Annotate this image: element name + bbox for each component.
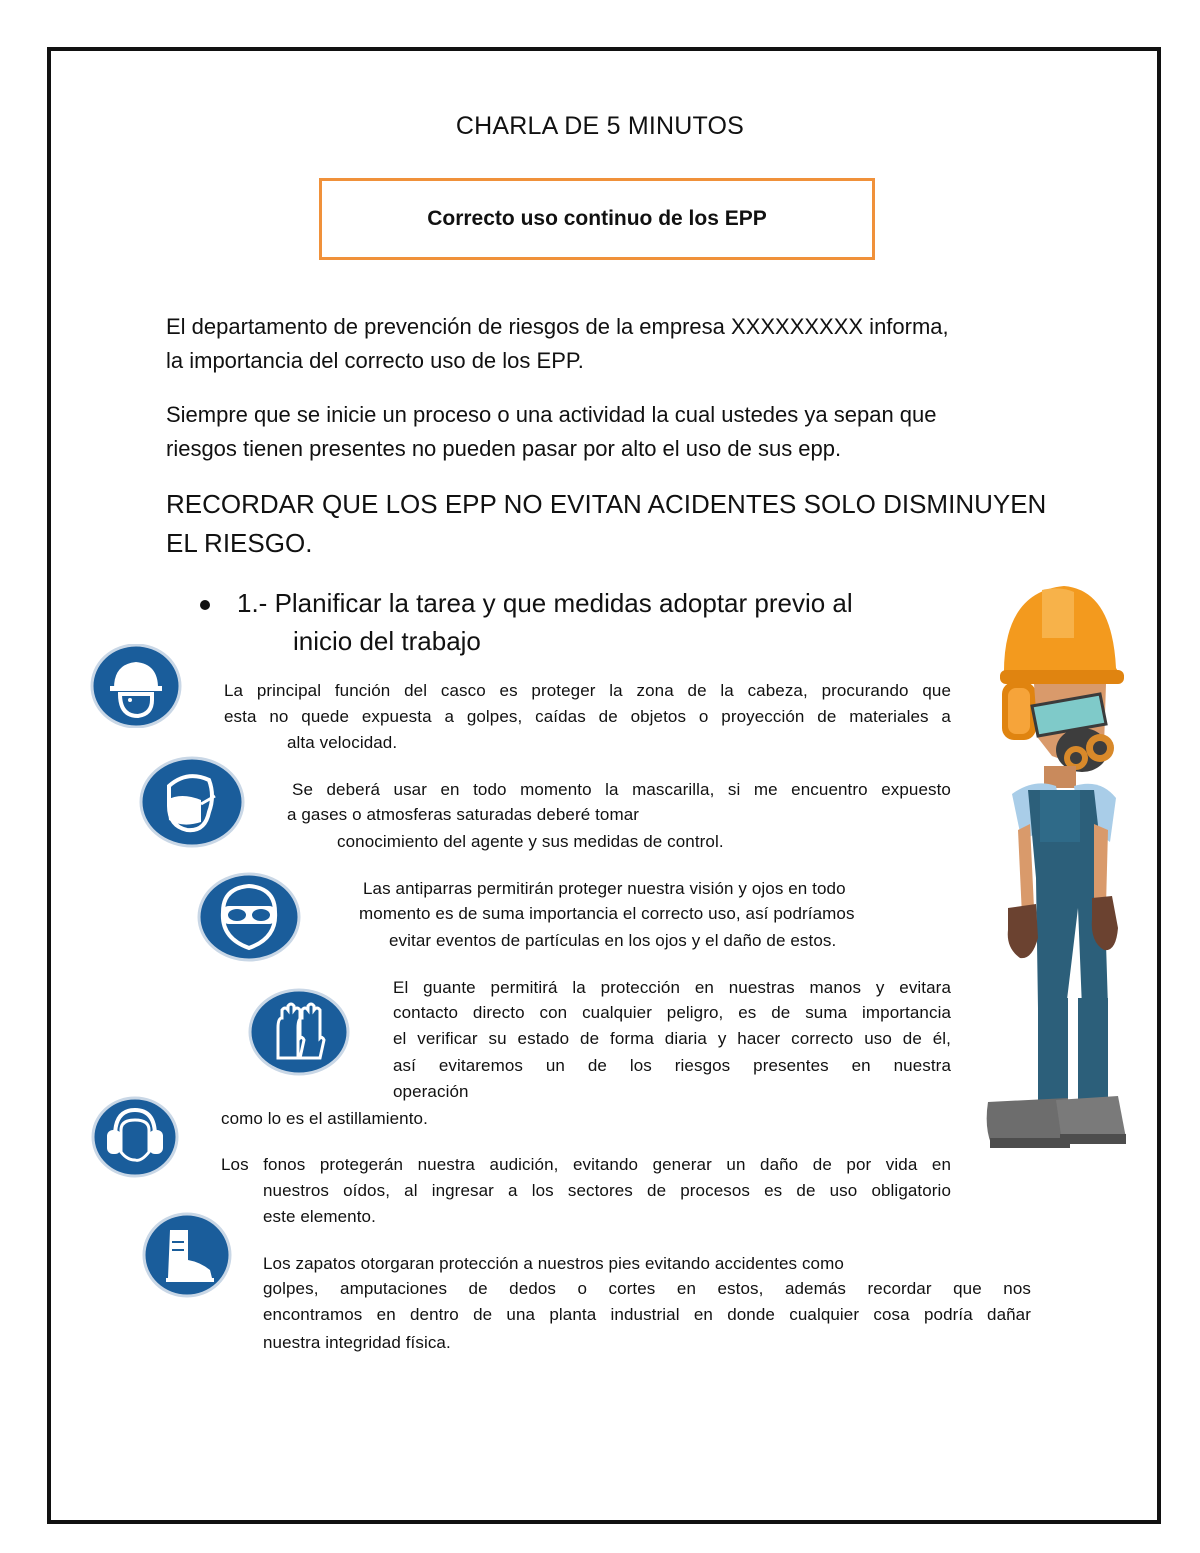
gloves-sign-icon bbox=[248, 988, 351, 1076]
mask-sign-icon bbox=[139, 756, 245, 848]
worker-illustration bbox=[982, 578, 1130, 1166]
intro2-line: Siempre que se inicie un proceso o una actividad la cual ustedes ya sepan que bbox=[166, 402, 937, 427]
boots-line: Los zapatos otorgaran protección a nuestros pies evitando accidentes como bbox=[263, 1254, 844, 1273]
helmet-sign-icon bbox=[90, 644, 182, 728]
gloves-line: así evitaremos un de los riesgos presentes en nuestra bbox=[393, 1056, 951, 1075]
subtitle-box bbox=[319, 178, 875, 260]
earmuffs-line: este elemento. bbox=[263, 1207, 376, 1226]
intro-line: El departamento de prevención de riesgos de la empresa XXXXXXXXX informa, bbox=[166, 314, 949, 339]
earmuffs-line: Los fonos protegerán nuestra audición, evitando generar un daño de por vida en bbox=[221, 1155, 951, 1174]
gloves-line: como lo es el astillamiento. bbox=[221, 1109, 428, 1128]
intro2-line: riesgos tienen presentes no pueden pasar por alto el uso de sus epp. bbox=[166, 436, 842, 461]
boots-line: encontramos en dentro de una planta industrial en donde cualquier cosa podría dañar bbox=[263, 1305, 1031, 1324]
boots-sign-icon bbox=[142, 1212, 232, 1298]
gloves-line: El guante permitirá la protección en nuestras manos y evitara bbox=[393, 978, 951, 997]
intro2-paragraph bbox=[166, 398, 1066, 466]
bullet-line: 1.- Planificar la tarea y que medidas adoptar previo al bbox=[237, 588, 853, 618]
boots-line: nuestra integridad física. bbox=[263, 1333, 451, 1352]
goggles-line: Las antiparras permitirán proteger nuestra visión y ojos en todo bbox=[363, 879, 846, 898]
helmet-line: La principal función del casco es proteger la zona de la cabeza, procurando que bbox=[224, 681, 951, 700]
intro-line: la importancia del correcto uso de los EPP. bbox=[166, 348, 584, 373]
boots-line: golpes, amputaciones de dedos o cortes en estos, además recordar que nos bbox=[263, 1279, 1031, 1298]
bullet-line: inicio del trabajo bbox=[293, 626, 481, 656]
goggles-sign-icon bbox=[197, 872, 302, 962]
mask-line: a gases o atmosferas saturadas deberé tomar bbox=[287, 805, 640, 824]
mask-line: Se deberá usar en todo momento la mascarilla, si me encuentro expuesto bbox=[292, 780, 951, 799]
warning-heading bbox=[166, 485, 1066, 563]
gloves-line: contacto directo con cualquier peligro, es de suma importancia bbox=[393, 1003, 951, 1022]
document-title: CHARLA DE 5 MINUTOS bbox=[455, 112, 745, 140]
subtitle: Correcto uso continuo de los EPP bbox=[427, 207, 767, 230]
goggles-line: momento es de suma importancia el correcto uso, así podríamos bbox=[359, 904, 855, 923]
gloves-line: el verificar su estado de forma diaria y hacer correcto uso de él, bbox=[393, 1029, 951, 1048]
warning-line: RECORDAR QUE LOS EPP NO EVITAN ACIDENTES SOLO DISMINUYEN bbox=[166, 489, 1047, 519]
warning-line: EL RIESGO. bbox=[166, 528, 313, 558]
bullet-dot-icon bbox=[200, 600, 210, 610]
earmuffs-sign-icon bbox=[91, 1096, 179, 1178]
earmuffs-line: nuestros oídos, al ingresar a los sectores de procesos es de uso obligatorio bbox=[263, 1181, 951, 1200]
gloves-line: operación bbox=[393, 1082, 469, 1101]
helmet-line: alta velocidad. bbox=[287, 733, 398, 752]
helmet-line: esta no quede expuesta a golpes, caídas de objetos o proyección de materiales a bbox=[224, 707, 951, 726]
mask-line: conocimiento del agente y sus medidas de control. bbox=[337, 832, 724, 851]
intro-paragraph bbox=[166, 310, 1066, 378]
goggles-line: evitar eventos de partículas en los ojos y el daño de estos. bbox=[389, 931, 837, 950]
